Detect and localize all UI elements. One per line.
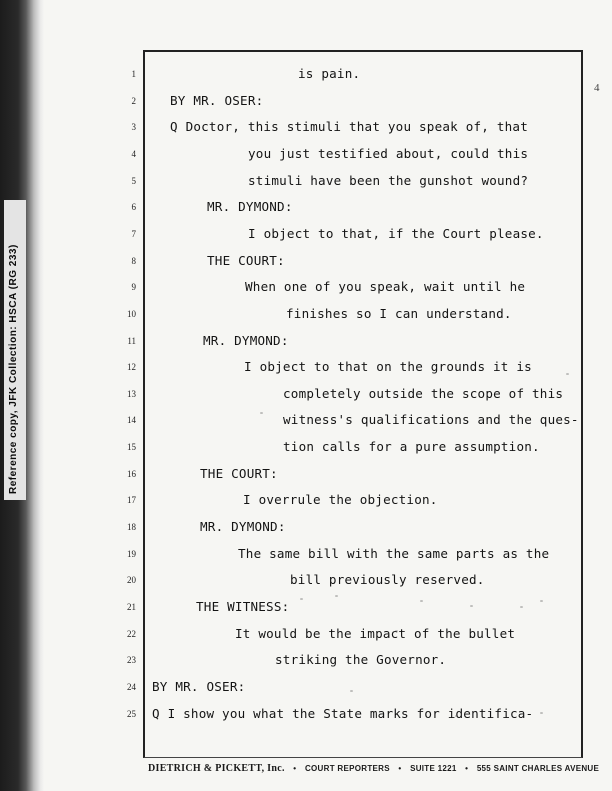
line-number: 15 [127, 442, 136, 453]
transcript-line: THE COURT: [200, 465, 278, 481]
transcript-line: MR. DYMOND: [207, 199, 293, 215]
copy-speck [300, 598, 303, 600]
line-number: 6 [131, 202, 136, 213]
footer-separator: • [465, 764, 469, 773]
copy-speck [540, 712, 543, 714]
transcript-line: witness's qualifications and the ques- [283, 412, 579, 428]
line-number: 8 [131, 255, 136, 266]
transcript-line: MR. DYMOND: [200, 519, 286, 535]
line-number: 12 [127, 362, 136, 373]
transcript-line: is pain. [298, 66, 361, 81]
page-footer [148, 763, 600, 774]
copy-speck [350, 690, 353, 692]
copy-speck [470, 605, 473, 607]
margin-mark: 4 [594, 82, 600, 94]
line-number: 20 [127, 575, 136, 586]
line-number: 7 [131, 228, 136, 239]
transcript-line: THE COURT: [207, 252, 285, 268]
footer-separator: • [293, 764, 297, 773]
transcript-line: It would be the impact of the bullet [235, 625, 516, 641]
line-number: 17 [127, 495, 136, 506]
line-number: 11 [127, 335, 136, 346]
line-number: 3 [131, 122, 136, 133]
transcript-line: completely outside the scope of this [283, 385, 564, 401]
line-number: 9 [131, 282, 136, 293]
copy-speck [260, 412, 263, 414]
line-number: 13 [127, 388, 136, 399]
line-number: 16 [127, 468, 136, 479]
transcript-line: you just testified about, could this [248, 145, 529, 161]
copy-speck [455, 715, 458, 717]
transcript-line: bill previously reserved. [290, 572, 485, 588]
line-number: 23 [127, 655, 136, 666]
footer-address: 555 SAINT CHARLES AVENUE [476, 764, 600, 773]
transcript-line: When one of you speak, wait until he [245, 279, 526, 295]
line-number: 2 [131, 95, 136, 106]
footer-firm: DIETRICH & PICKETT, Inc. [148, 763, 285, 774]
transcript-line: Q I show you what the State marks for identifica- [152, 705, 534, 721]
copy-speck [335, 595, 338, 597]
archive-stamp: Reference copy, JFK Collection: HSCA (RG 233) [4, 200, 26, 500]
line-number: 4 [131, 148, 136, 159]
footer-suite: SUITE 1221 [410, 764, 457, 773]
transcript-line: I overrule the objection. [243, 492, 438, 508]
line-number: 5 [131, 175, 136, 186]
copy-speck [395, 630, 398, 632]
transcript-line: BY MR. OSER: [152, 678, 246, 694]
line-number: 22 [127, 628, 136, 639]
transcript-line: I object to that, if the Court please. [248, 225, 544, 241]
line-number: 25 [127, 708, 136, 719]
line-number: 21 [127, 602, 136, 612]
transcript-line: BY MR. OSER: [170, 92, 264, 108]
line-number: 18 [127, 522, 136, 533]
copy-speck [206, 712, 209, 714]
transcript-line: I object to that on the grounds it is [244, 359, 532, 375]
transcript-line: striking the Governor. [275, 652, 447, 668]
line-number: 19 [127, 548, 136, 559]
transcript-line: Q Doctor, this stimuli that you speak of, that [170, 119, 528, 135]
line-number: 24 [127, 681, 136, 692]
footer-separator: • [398, 764, 402, 773]
transcript-line: finishes so I can understand. [286, 305, 512, 321]
transcript-line: stimuli have been the gunshot wound? [248, 172, 529, 188]
transcript-line: The same bill with the same parts as the [238, 545, 550, 561]
transcript-line: MR. DYMOND: [203, 332, 289, 348]
line-number: 14 [127, 415, 136, 426]
line-number: 1 [131, 69, 136, 79]
transcript-line: THE WITNESS: [196, 599, 290, 614]
copy-speck [420, 600, 423, 602]
transcript-line: tion calls for a pure assumption. [283, 439, 540, 455]
footer-role: COURT REPORTERS [304, 764, 390, 773]
copy-speck [566, 373, 569, 375]
copy-speck [540, 600, 543, 602]
copy-speck [520, 606, 523, 608]
line-number: 10 [127, 308, 136, 319]
